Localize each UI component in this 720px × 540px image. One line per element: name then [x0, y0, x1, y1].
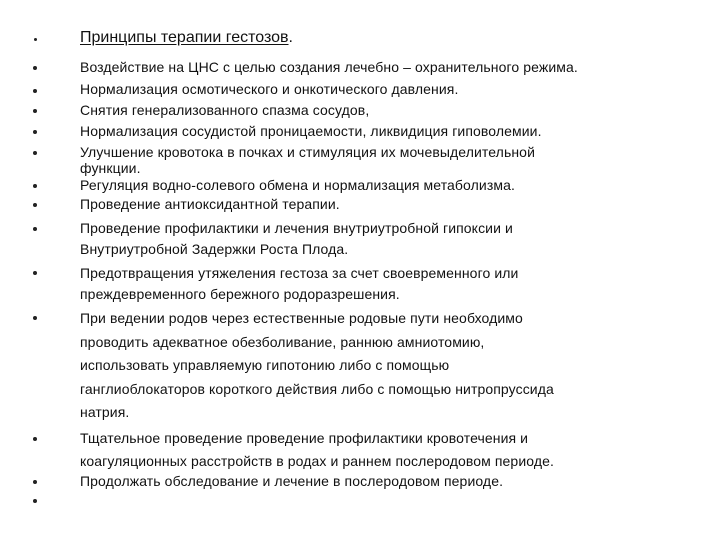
item-9-line-2: преждевременного бережного родоразрешения.	[80, 286, 400, 302]
item-3-line-1: Снятия генерализованного спазма сосудов,	[80, 102, 370, 118]
item-10-line-1: При ведении родов через естественные родовые пути необходимо	[80, 310, 523, 326]
item-12-line-1: Продолжать обследование и лечение в послеродовом периоде.	[80, 473, 504, 489]
item-8-line-2: Внутриутробной Задержки Роста Плода.	[80, 241, 349, 257]
item-1-line-1: Воздействие на ЦНС с целью создания лечебно – охранительного режима.	[80, 59, 578, 75]
bullet-8	[33, 227, 37, 231]
bullet-2	[33, 89, 37, 93]
item-10-line-5: натрия.	[80, 404, 130, 420]
item-4-line-1: Нормализация сосудистой проницаемости, ликвидиция гиповолемии.	[80, 123, 542, 139]
title-bullet	[34, 38, 37, 41]
bullet-7	[33, 203, 37, 207]
item-10-line-2: проводить адекватное обезболивание, раннюю амниотомию,	[80, 334, 485, 350]
bullet-6	[33, 184, 37, 188]
item-10-line-3: использовать управляемую гипотонию либо с помощью	[80, 357, 450, 373]
slide-title-punct: .	[288, 29, 293, 46]
bullet-11	[33, 437, 37, 441]
bullet-3	[33, 109, 37, 113]
item-9-line-1: Предотвращения утяжеления гестоза за счет своевременного или	[80, 265, 519, 281]
item-5-line-2: функции.	[80, 160, 141, 176]
bullet-9	[33, 271, 37, 275]
item-10-line-4: ганглиоблокаторов короткого действия либо с помощью нитропруссида	[80, 381, 554, 397]
bullet-4	[33, 130, 37, 134]
item-6-line-1: Регуляция водно-солевого обмена и нормализация метаболизма.	[80, 177, 515, 193]
item-2-line-1: Нормализация осмотического и онкотического давления.	[80, 81, 459, 97]
bullet-13	[33, 499, 37, 503]
bullet-12	[33, 480, 37, 484]
item-11-line-2: коагуляционных расстройств в родах и раннем послеродовом периоде.	[80, 453, 554, 469]
bullet-1	[33, 66, 37, 70]
bullet-5	[33, 151, 37, 155]
slide-title-text: Принципы терапии гестозов	[80, 29, 289, 46]
item-5-line-1: Улучшение кровотока в почках и стимуляция их мочевыделительной	[80, 144, 535, 160]
item-8-line-1: Проведение профилактики и лечения внутриутробной гипоксии и	[80, 220, 513, 236]
slide-title	[80, 28, 293, 48]
bullet-10	[33, 316, 37, 320]
item-7-line-1: Проведение антиоксидантной терапии.	[80, 196, 340, 212]
item-11-line-1: Тщательное проведение проведение профилактики кровотечения и	[80, 430, 529, 446]
